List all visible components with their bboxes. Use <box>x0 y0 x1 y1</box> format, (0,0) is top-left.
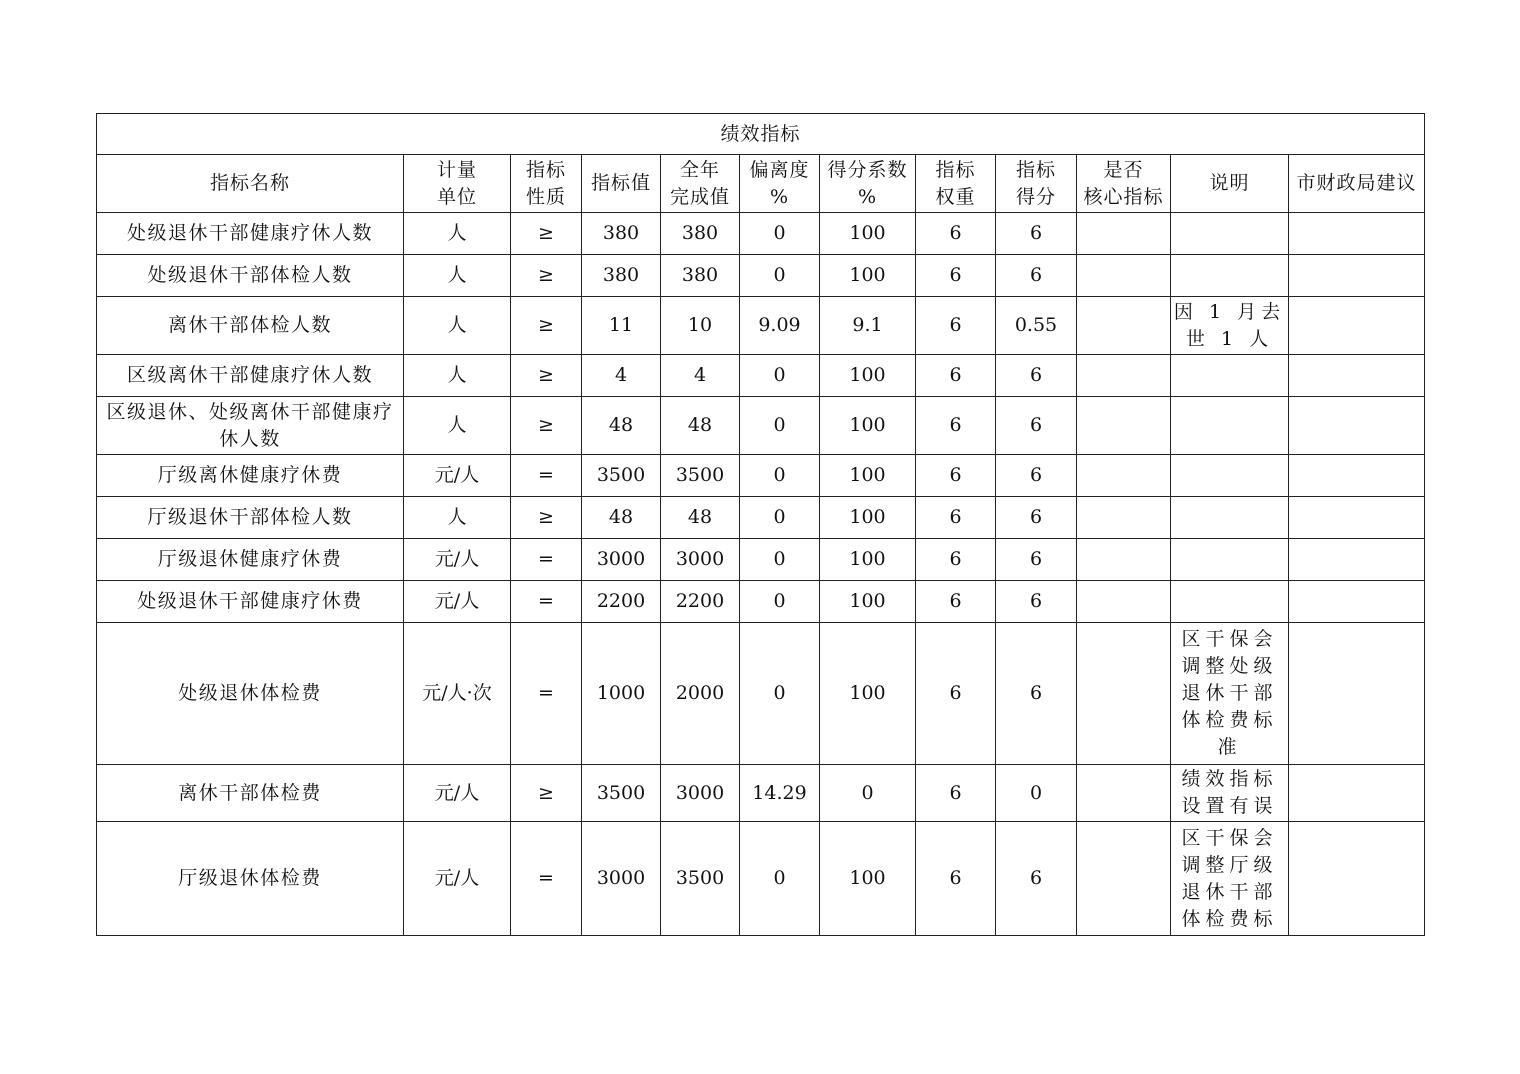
actual-value-cell: 3000 <box>661 539 740 581</box>
core-flag-cell <box>1077 355 1171 397</box>
table-row <box>97 397 1425 455</box>
unit-cell: 人 <box>404 297 511 355</box>
header-core-label: 是否 核心指标 <box>1083 158 1164 208</box>
deviation-cell: 0 <box>740 497 820 539</box>
score-coef-cell: 0 <box>820 765 916 822</box>
indicator-name-cell: 处级退休干部体检人数 <box>97 255 404 297</box>
target-value-cell: 4 <box>582 355 661 397</box>
unit-cell: 元/人 <box>404 765 511 822</box>
note-cell: 绩效指标设置有误 <box>1171 765 1289 822</box>
advice-cell <box>1289 765 1425 822</box>
actual-value-cell: 380 <box>661 255 740 297</box>
unit-cell: 人 <box>404 497 511 539</box>
weight-cell: 6 <box>916 255 996 297</box>
score-coef-cell: 100 <box>820 397 916 455</box>
header-target-label: 指标值 <box>590 172 651 194</box>
deviation-cell: 0 <box>740 355 820 397</box>
core-flag-cell <box>1077 623 1171 765</box>
header-unit-label: 计量 单位 <box>436 158 477 208</box>
actual-value-cell: 2200 <box>661 581 740 623</box>
score-coef-cell: 100 <box>820 455 916 497</box>
weight-cell: 6 <box>916 581 996 623</box>
target-value-cell: 380 <box>582 213 661 255</box>
indicator-name-cell: 区级退休、处级离休干部健康疗休人数 <box>97 397 404 455</box>
nature-cell: ≥ <box>511 297 582 355</box>
score-coef-cell: 100 <box>820 497 916 539</box>
unit-cell: 人 <box>404 255 511 297</box>
advice-cell <box>1289 355 1425 397</box>
header-actual <box>661 155 740 213</box>
advice-cell <box>1289 213 1425 255</box>
unit-cell: 元/人 <box>404 822 511 936</box>
header-unit <box>404 155 511 213</box>
unit-cell: 元/人 <box>404 581 511 623</box>
score-coef-cell: 100 <box>820 255 916 297</box>
header-indicator-name-label: 指标名称 <box>209 172 290 194</box>
score-cell: 6 <box>996 355 1077 397</box>
nature-cell: ≥ <box>511 765 582 822</box>
table-row <box>97 213 1425 255</box>
nature-cell: = <box>511 539 582 581</box>
table-row <box>97 297 1425 355</box>
deviation-cell: 0 <box>740 623 820 765</box>
weight-cell: 6 <box>916 822 996 936</box>
header-weight-label: 指标 权重 <box>935 158 976 208</box>
core-flag-cell <box>1077 455 1171 497</box>
note-cell <box>1171 455 1289 497</box>
indicator-name-cell: 厅级退休干部体检人数 <box>97 497 404 539</box>
advice-cell <box>1289 497 1425 539</box>
indicator-name-cell: 处级退休体检费 <box>97 623 404 765</box>
target-value-cell: 11 <box>582 297 661 355</box>
actual-value-cell: 380 <box>661 213 740 255</box>
header-indicator-name <box>97 155 404 213</box>
advice-cell <box>1289 397 1425 455</box>
target-value-cell: 3000 <box>582 539 661 581</box>
core-flag-cell <box>1077 765 1171 822</box>
note-cell <box>1171 397 1289 455</box>
nature-cell: = <box>511 455 582 497</box>
nature-cell: ≥ <box>511 255 582 297</box>
note-cell <box>1171 581 1289 623</box>
nature-cell: = <box>511 581 582 623</box>
unit-cell: 元/人·次 <box>404 623 511 765</box>
indicator-name-cell: 厅级离休健康疗休费 <box>97 455 404 497</box>
header-score <box>996 155 1077 213</box>
deviation-cell: 0 <box>740 455 820 497</box>
header-target <box>582 155 661 213</box>
indicator-name-cell: 厅级退休健康疗休费 <box>97 539 404 581</box>
score-cell: 6 <box>996 581 1077 623</box>
score-cell: 0.55 <box>996 297 1077 355</box>
actual-value-cell: 3500 <box>661 822 740 936</box>
core-flag-cell <box>1077 297 1171 355</box>
nature-cell: = <box>511 623 582 765</box>
nature-cell: ≥ <box>511 355 582 397</box>
actual-value-cell: 4 <box>661 355 740 397</box>
header-advice <box>1289 155 1425 213</box>
table-row <box>97 539 1425 581</box>
actual-value-cell: 3000 <box>661 765 740 822</box>
score-coef-cell: 100 <box>820 623 916 765</box>
core-flag-cell <box>1077 255 1171 297</box>
weight-cell: 6 <box>916 397 996 455</box>
header-deviation <box>740 155 820 213</box>
weight-cell: 6 <box>916 455 996 497</box>
table-row <box>97 822 1425 936</box>
header-score-label: 指标 得分 <box>1015 158 1056 208</box>
score-cell: 6 <box>996 213 1077 255</box>
table-row <box>97 581 1425 623</box>
score-coef-cell: 100 <box>820 539 916 581</box>
target-value-cell: 48 <box>582 397 661 455</box>
core-flag-cell <box>1077 497 1171 539</box>
score-coef-cell: 100 <box>820 355 916 397</box>
score-coef-cell: 100 <box>820 213 916 255</box>
target-value-cell: 380 <box>582 255 661 297</box>
weight-cell: 6 <box>916 297 996 355</box>
deviation-cell: 0 <box>740 581 820 623</box>
unit-cell: 元/人 <box>404 539 511 581</box>
indicator-name-cell: 区级离休干部健康疗休人数 <box>97 355 404 397</box>
actual-value-cell: 48 <box>661 497 740 539</box>
unit-cell: 人 <box>404 213 511 255</box>
target-value-cell: 2200 <box>582 581 661 623</box>
score-cell: 6 <box>996 822 1077 936</box>
deviation-cell: 0 <box>740 822 820 936</box>
score-cell: 6 <box>996 623 1077 765</box>
nature-cell: = <box>511 822 582 936</box>
actual-value-cell: 2000 <box>661 623 740 765</box>
deviation-cell: 9.09 <box>740 297 820 355</box>
advice-cell <box>1289 539 1425 581</box>
unit-cell: 人 <box>404 397 511 455</box>
weight-cell: 6 <box>916 539 996 581</box>
unit-cell: 元/人 <box>404 455 511 497</box>
indicator-name-cell: 处级退休干部健康疗休人数 <box>97 213 404 255</box>
note-cell: 因 1 月去世 1 人 <box>1171 297 1289 355</box>
weight-cell: 6 <box>916 623 996 765</box>
core-flag-cell <box>1077 581 1171 623</box>
advice-cell <box>1289 297 1425 355</box>
header-deviation-label: 偏离度 % <box>749 158 810 208</box>
score-cell: 6 <box>996 455 1077 497</box>
weight-cell: 6 <box>916 765 996 822</box>
weight-cell: 6 <box>916 497 996 539</box>
score-coef-cell: 100 <box>820 581 916 623</box>
nature-cell: ≥ <box>511 497 582 539</box>
score-cell: 6 <box>996 539 1077 581</box>
note-cell <box>1171 497 1289 539</box>
actual-value-cell: 48 <box>661 397 740 455</box>
core-flag-cell <box>1077 213 1171 255</box>
header-nature-label: 指标 性质 <box>525 158 566 208</box>
score-cell: 6 <box>996 255 1077 297</box>
deviation-cell: 0 <box>740 397 820 455</box>
note-cell: 区干保会调整厅级退休干部体检费标 <box>1171 822 1289 936</box>
target-value-cell: 48 <box>582 497 661 539</box>
target-value-cell: 3000 <box>582 822 661 936</box>
weight-cell: 6 <box>916 213 996 255</box>
header-core <box>1077 155 1171 213</box>
note-cell <box>1171 255 1289 297</box>
deviation-cell: 0 <box>740 255 820 297</box>
header-score-coef <box>820 155 916 213</box>
target-value-cell: 3500 <box>582 455 661 497</box>
core-flag-cell <box>1077 539 1171 581</box>
header-weight <box>916 155 996 213</box>
advice-cell <box>1289 255 1425 297</box>
note-cell <box>1171 213 1289 255</box>
score-coef-cell: 9.1 <box>820 297 916 355</box>
actual-value-cell: 10 <box>661 297 740 355</box>
deviation-cell: 14.29 <box>740 765 820 822</box>
indicator-name-cell: 厅级退休体检费 <box>97 822 404 936</box>
header-score-coef-label: 得分系数 % <box>827 158 908 208</box>
score-cell: 6 <box>996 397 1077 455</box>
deviation-cell: 0 <box>740 539 820 581</box>
unit-cell: 人 <box>404 355 511 397</box>
nature-cell: ≥ <box>511 213 582 255</box>
indicator-name-cell: 处级退休干部健康疗休费 <box>97 581 404 623</box>
table-row <box>97 255 1425 297</box>
advice-cell <box>1289 581 1425 623</box>
note-cell: 区干保会调整处级退休干部体检费标准 <box>1171 623 1289 765</box>
header-note <box>1171 155 1289 213</box>
note-cell <box>1171 539 1289 581</box>
score-cell: 0 <box>996 765 1077 822</box>
indicator-name-cell: 离休干部体检费 <box>97 765 404 822</box>
table-row <box>97 497 1425 539</box>
table-row <box>97 623 1425 765</box>
weight-cell: 6 <box>916 355 996 397</box>
advice-cell <box>1289 623 1425 765</box>
target-value-cell: 3500 <box>582 765 661 822</box>
header-nature <box>511 155 582 213</box>
score-cell: 6 <box>996 497 1077 539</box>
header-advice-label: 市财政局建议 <box>1296 172 1417 194</box>
table-row <box>97 765 1425 822</box>
target-value-cell: 1000 <box>582 623 661 765</box>
header-actual-label: 全年 完成值 <box>669 158 730 208</box>
header-note-label: 说明 <box>1209 172 1250 194</box>
advice-cell <box>1289 455 1425 497</box>
note-cell <box>1171 355 1289 397</box>
score-coef-cell: 100 <box>820 822 916 936</box>
core-flag-cell <box>1077 822 1171 936</box>
advice-cell <box>1289 822 1425 936</box>
deviation-cell: 0 <box>740 213 820 255</box>
core-flag-cell <box>1077 397 1171 455</box>
indicator-name-cell: 离休干部体检人数 <box>97 297 404 355</box>
table-title: 绩效指标 <box>97 114 1425 155</box>
nature-cell: ≥ <box>511 397 582 455</box>
table-row <box>97 455 1425 497</box>
actual-value-cell: 3500 <box>661 455 740 497</box>
table-row <box>97 355 1425 397</box>
performance-indicator-table <box>96 113 1425 936</box>
